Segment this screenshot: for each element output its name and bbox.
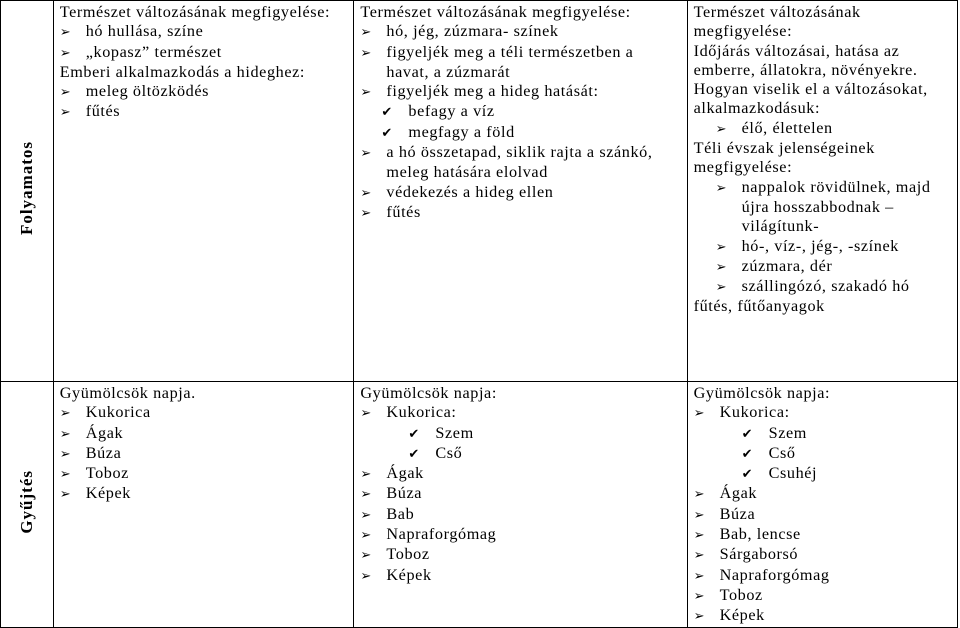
arrowhead-bullet-icon: ➢ (59, 45, 72, 61)
list-item (60, 484, 348, 504)
item-text: Búza (85, 443, 122, 462)
item-text: hó-, víz-, jég-, -színek (741, 236, 899, 255)
item-text: szállingózó, szakadó hó (741, 277, 910, 296)
item-text: Természet változásának megfigyelése: (693, 3, 861, 41)
list-item (694, 403, 951, 423)
item-text: figyeljék meg a hideg hatását: (386, 82, 599, 101)
item-text: Toboz (719, 585, 763, 604)
item-text: Kukorica (85, 403, 151, 422)
list-item (694, 505, 951, 525)
item-text: Napraforgómag (719, 565, 830, 584)
list-item (360, 525, 680, 545)
arrowhead-bullet-icon: ➢ (59, 105, 72, 121)
paragraph (694, 384, 951, 403)
arrowhead-bullet-icon: ➢ (360, 548, 372, 564)
item-text: Bab, lencse (719, 525, 801, 544)
list-item (360, 444, 680, 464)
arrowhead-bullet-icon: ➢ (59, 446, 72, 462)
list-item (694, 545, 951, 565)
list-item (360, 403, 680, 423)
arrowhead-bullet-icon: ➢ (360, 146, 372, 162)
list-item (360, 143, 680, 183)
item-text: Képek (85, 484, 131, 503)
list-item (360, 203, 680, 223)
item-text: Képek (719, 606, 765, 625)
arrowhead-bullet-icon: ➢ (59, 487, 72, 503)
item-text: Toboz (85, 464, 129, 483)
item-text: Gyümölcsök napja. (59, 384, 196, 402)
checkmark-bullet-icon: ✔ (741, 426, 754, 442)
checkmark-bullet-icon: ✔ (408, 446, 420, 462)
list-item (694, 606, 951, 626)
item-text: Természet változásának megfigyelése: (59, 3, 331, 21)
checkmark-bullet-icon: ✔ (741, 467, 754, 483)
list-item (60, 403, 348, 423)
item-text: Szem (435, 423, 474, 442)
item-text: Ágak (386, 464, 424, 483)
arrowhead-bullet-icon: ➢ (693, 588, 706, 604)
arrowhead-bullet-icon: ➢ (360, 25, 372, 41)
arrowhead-bullet-icon: ➢ (59, 85, 72, 101)
arrowhead-bullet-icon: ➢ (360, 205, 372, 221)
paragraph (60, 3, 348, 22)
list-item (360, 43, 680, 83)
list-item (60, 424, 348, 444)
arrowhead-bullet-icon: ➢ (360, 487, 372, 503)
item-text: Cső (768, 443, 796, 462)
item-text: Gyümölcsök napja: (693, 384, 831, 402)
arrowhead-bullet-icon: ➢ (715, 180, 728, 196)
list-item (60, 444, 348, 464)
list-item (360, 102, 680, 122)
list-item (694, 424, 951, 444)
item-text: Csuhéj (768, 464, 818, 483)
content-cell (354, 382, 687, 628)
paragraph (60, 63, 348, 82)
checkmark-bullet-icon: ✔ (408, 426, 420, 442)
list-item (60, 22, 348, 42)
arrowhead-bullet-icon: ➢ (360, 568, 372, 584)
content-cell (53, 382, 354, 628)
arrowhead-bullet-icon: ➢ (59, 467, 72, 483)
list-item (694, 257, 951, 277)
item-text: Időjárás változásai, hatása az emberre, állatokra, növényekre. Hogyan viselik el a változásokat, alkalmazkodásuk: (693, 41, 928, 118)
item-text: befagy a víz (408, 102, 495, 121)
checkmark-bullet-icon: ✔ (741, 446, 754, 462)
item-text: fűtés, fűtőanyagok (693, 297, 825, 316)
arrowhead-bullet-icon: ➢ (693, 406, 706, 422)
item-text: Ágak (719, 484, 758, 503)
arrowhead-bullet-icon: ➢ (715, 121, 728, 137)
paragraph (60, 384, 348, 403)
item-text: Búza (386, 484, 423, 503)
item-text: Kukorica: (719, 403, 790, 422)
list-item (694, 277, 951, 297)
arrowhead-bullet-icon: ➢ (360, 528, 372, 544)
paragraph (694, 42, 951, 119)
table-row-folyamatos (1, 1, 958, 382)
item-text: megfagy a föld (408, 122, 515, 141)
list-item (694, 586, 951, 606)
item-text: fűtés (386, 202, 421, 221)
item-text: meleg öltözködés (85, 82, 210, 101)
list-item (360, 545, 680, 565)
list-item (694, 525, 951, 545)
arrowhead-bullet-icon: ➢ (360, 406, 372, 422)
list-item (694, 444, 951, 464)
item-text: a hó összetapad, siklik rajta a szánkó, meleg hatására elolvad (386, 143, 653, 182)
arrowhead-bullet-icon: ➢ (693, 507, 706, 523)
item-text: zúzmara, dér (741, 256, 833, 275)
paragraph (694, 3, 951, 42)
row-label: Folyamatos (17, 141, 37, 236)
item-text: Gyümölcsök napja: (360, 384, 497, 402)
arrowhead-bullet-icon: ➢ (360, 507, 372, 523)
list-item (360, 464, 680, 484)
list-item (60, 102, 348, 122)
arrowhead-bullet-icon: ➢ (693, 568, 706, 584)
arrowhead-bullet-icon: ➢ (715, 239, 728, 255)
item-text: Ágak (85, 423, 124, 442)
item-text: nappalok rövidülnek, majd újra hosszabbodnak – világítunk- (741, 177, 931, 236)
item-text: Természet változásának megfigyelése: (360, 3, 631, 21)
list-item (60, 43, 348, 63)
paragraph (360, 384, 680, 403)
arrowhead-bullet-icon: ➢ (59, 406, 72, 422)
item-text: Kukorica: (386, 403, 457, 422)
list-item (60, 464, 348, 484)
paragraph (360, 3, 680, 22)
content-cell (53, 1, 354, 382)
item-text: figyeljék meg a téli természetben a havat, a zúzmarát (386, 42, 634, 81)
checkmark-bullet-icon: ✔ (381, 125, 393, 141)
item-text: Napraforgómag (386, 525, 497, 544)
table-row-gyujtes (1, 382, 958, 628)
arrowhead-bullet-icon: ➢ (360, 45, 372, 61)
list-item (360, 505, 680, 525)
checkmark-bullet-icon: ✔ (381, 105, 393, 121)
list-item (360, 183, 680, 203)
arrowhead-bullet-icon: ➢ (59, 25, 72, 41)
arrowhead-bullet-icon: ➢ (693, 487, 706, 503)
paragraph (694, 139, 951, 178)
row-label: Gyűjtés (17, 469, 37, 534)
list-item (360, 566, 680, 586)
content-cell (354, 1, 687, 382)
list-item (360, 82, 680, 102)
item-text: Sárgaborsó (719, 545, 799, 564)
arrowhead-bullet-icon: ➢ (693, 528, 706, 544)
item-text: Téli évszak jelenségeinek megfigyelése: (693, 139, 875, 177)
row-label-cell (1, 1, 54, 382)
item-text: Toboz (386, 545, 430, 564)
content-cell (687, 382, 957, 628)
list-item (694, 566, 951, 586)
row-label-cell (1, 382, 54, 628)
arrowhead-bullet-icon: ➢ (360, 185, 372, 201)
arrowhead-bullet-icon: ➢ (360, 467, 372, 483)
list-item (60, 82, 348, 102)
item-text: Emberi alkalmazkodás a hideghez: (59, 62, 305, 81)
item-text: Képek (386, 565, 432, 584)
item-text: Bab (386, 504, 415, 523)
paragraph (694, 297, 951, 316)
item-text: hó, jég, zúzmara- színek (386, 22, 559, 41)
item-text: hó hullása, színe (85, 22, 204, 41)
arrowhead-bullet-icon: ➢ (360, 85, 372, 101)
item-text: élő, élettelen (741, 118, 833, 137)
list-item (694, 464, 951, 484)
item-text: Szem (768, 423, 807, 442)
list-item (360, 424, 680, 444)
arrowhead-bullet-icon: ➢ (693, 609, 706, 625)
list-item (360, 22, 680, 42)
item-text: védekezés a hideg ellen (386, 182, 554, 201)
arrowhead-bullet-icon: ➢ (715, 259, 728, 275)
item-text: „kopasz” természet (85, 42, 222, 61)
item-text: fűtés (85, 102, 121, 121)
item-text: Cső (435, 443, 463, 462)
list-item (694, 484, 951, 504)
list-item (360, 484, 680, 504)
list-item (694, 119, 951, 139)
list-item (694, 237, 951, 257)
arrowhead-bullet-icon: ➢ (693, 548, 706, 564)
content-cell (687, 1, 957, 382)
arrowhead-bullet-icon: ➢ (715, 280, 728, 296)
arrowhead-bullet-icon: ➢ (59, 426, 72, 442)
item-text: Búza (719, 504, 756, 523)
list-item (360, 123, 680, 143)
list-item (694, 178, 951, 237)
